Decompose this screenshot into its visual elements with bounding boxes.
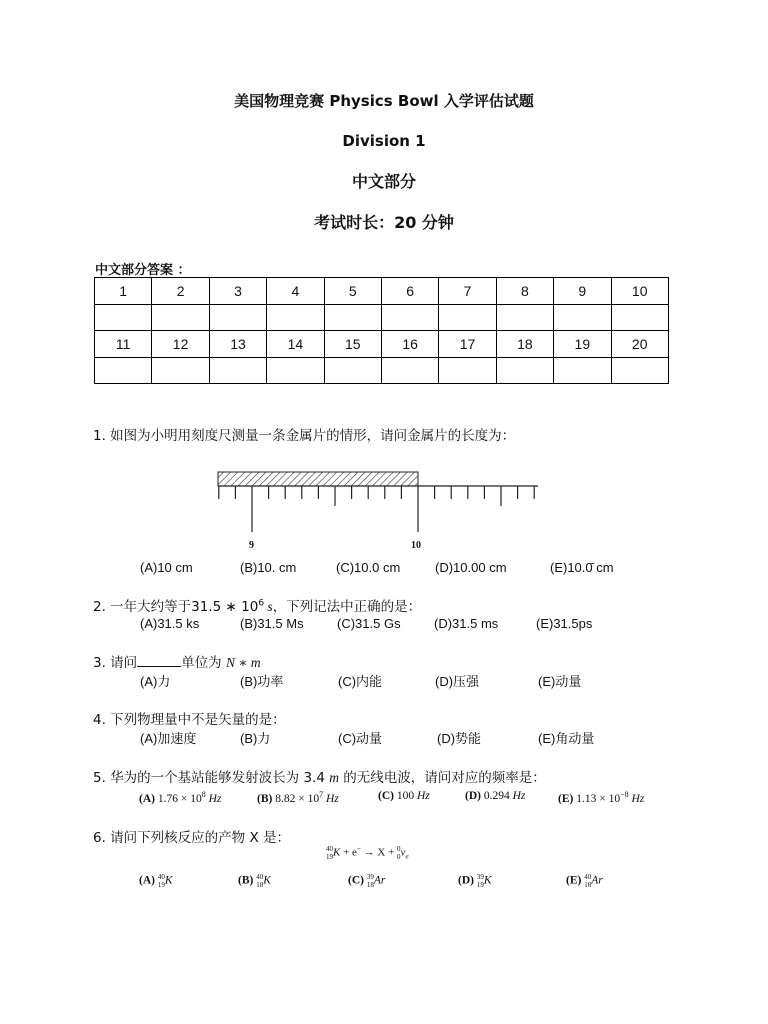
option-unit: Hz <box>416 790 430 802</box>
section-heading: 中文部分 <box>351 172 416 191</box>
atomic-number: 18 <box>256 881 264 889</box>
atomic-number: 18 <box>366 881 374 889</box>
option-unit: Hz <box>631 792 645 805</box>
q4-option-d[interactable]: (D)势能 <box>437 731 482 746</box>
option-value: 100 <box>396 790 417 802</box>
answer-number-cell: 13 <box>209 331 266 358</box>
answer-number-cell: 19 <box>554 331 611 358</box>
mass-number: 40 <box>326 845 333 854</box>
neutrino <box>397 845 409 861</box>
answer-number-cell: 1 <box>95 278 152 305</box>
option-unit: Hz <box>512 790 526 802</box>
element-symbol: K <box>483 874 492 887</box>
answer-blank-cell[interactable] <box>611 357 668 384</box>
exam-duration: 考试时长：20 分钟 <box>314 213 454 232</box>
q5-option-a[interactable] <box>139 790 221 805</box>
answer-blank-cell[interactable] <box>381 357 438 384</box>
answer-blank-row <box>95 357 669 384</box>
answer-sheet-label: 中文部分答案 ： <box>95 263 191 278</box>
q3-option-a[interactable]: (A)力 <box>140 674 171 689</box>
element-symbol: Ar <box>373 874 386 887</box>
q6-option-b[interactable] <box>238 873 271 889</box>
q5-option-e[interactable] <box>558 790 644 805</box>
answer-number-cell: 3 <box>209 278 266 305</box>
option-value: 1.13 × 10 <box>576 792 621 805</box>
answer-number-cell: 4 <box>267 278 324 305</box>
q1-option-c[interactable]: (C)10.0 cm <box>336 560 401 575</box>
q5-option-c[interactable] <box>378 790 430 802</box>
element-symbol: K <box>333 846 341 859</box>
q3-option-d[interactable]: (D)压强 <box>435 674 480 689</box>
mass-number: 39 <box>366 873 374 881</box>
mass-number: 39 <box>476 873 484 881</box>
answer-blank-cell[interactable] <box>439 357 496 384</box>
element-symbol: K <box>263 874 271 887</box>
question-2-text <box>93 595 421 615</box>
option-label: (D) <box>465 790 481 802</box>
q1-option-b[interactable]: (B)10. cm <box>240 560 297 575</box>
option-label: (A) <box>139 874 155 887</box>
mass-number: 40 <box>584 873 592 881</box>
answer-number-cell: 15 <box>324 331 381 358</box>
atomic-number: 19 <box>326 853 333 862</box>
option-label: (A) <box>139 792 155 805</box>
q5-option-d[interactable] <box>465 790 525 802</box>
answer-number-cell: 2 <box>152 278 209 305</box>
exam-title: 美国物理竞赛 Physics Bowl 入学评估试题 <box>234 92 534 110</box>
answer-number-cell: 6 <box>381 278 438 305</box>
question-5-text <box>93 766 546 786</box>
answer-blank-cell[interactable] <box>381 304 438 331</box>
q1-option-a[interactable]: (A)10 cm <box>140 560 193 575</box>
reaction-arrow: → X + <box>360 846 398 859</box>
answer-blank-cell[interactable] <box>95 357 152 384</box>
q2-exponent: 6 <box>258 598 265 609</box>
q3-blank <box>137 654 181 667</box>
answer-blank-cell[interactable] <box>611 304 668 331</box>
answer-blank-cell[interactable] <box>554 304 611 331</box>
q3-text-b: 单位为 <box>181 655 226 671</box>
q2-option-e[interactable]: (E)31.5ps <box>536 616 593 631</box>
atomic-number: 0 <box>397 853 401 862</box>
q4-option-c[interactable]: (C)动量 <box>338 731 383 746</box>
option-unit: Hz <box>208 792 222 805</box>
ruler-label-9: 9 <box>249 540 254 551</box>
element-symbol: K <box>164 874 173 887</box>
element-symbol: ν <box>400 846 406 859</box>
option-label: (B) <box>238 874 254 887</box>
q2-option-d[interactable]: (D)31.5 ms <box>434 616 499 631</box>
option-label: (D) <box>458 874 474 887</box>
element-symbol: Ar <box>591 874 603 887</box>
q4-option-b[interactable]: (B)力 <box>240 731 271 746</box>
question-4-text: 4. 下列物理量中不是矢量的是： <box>93 712 286 728</box>
answer-number-cell: 16 <box>381 331 438 358</box>
answer-blank-cell[interactable] <box>209 357 266 384</box>
answer-blank-row <box>95 304 669 331</box>
answer-blank-cell[interactable] <box>324 357 381 384</box>
answer-blank-cell[interactable] <box>267 304 324 331</box>
q6-option-e[interactable] <box>566 873 603 889</box>
option-unit: Hz <box>325 792 339 805</box>
answer-number-cell: 10 <box>611 278 668 305</box>
answer-blank-cell[interactable] <box>496 357 553 384</box>
ruler-figure <box>210 464 550 556</box>
q2-text-a: 2. 一年大约等于31.5 ∗ 10 <box>93 599 259 615</box>
option-exponent: 7 <box>319 790 324 799</box>
option-value: 0.294 <box>483 790 513 802</box>
q2-unit: s <box>264 599 273 614</box>
answer-blank-cell[interactable] <box>324 304 381 331</box>
atomic-number: 19 <box>157 881 165 889</box>
answer-sheet-table <box>94 277 669 384</box>
question-6-text: 6. 请问下列核反应的产物 X 是： <box>93 830 291 846</box>
metal-strip <box>218 472 418 486</box>
option-label: (C) <box>378 790 394 802</box>
option-value: 1.76 × 10 <box>157 792 202 805</box>
neutrino-flavor: e <box>405 852 409 861</box>
mass-number: 0 <box>397 845 401 854</box>
q6-option-d[interactable] <box>458 873 492 889</box>
q3-option-c[interactable]: (C)内能 <box>338 674 383 689</box>
q5-text-a: 5. 华为的一个基站能够发射波长为 3.4 <box>93 770 330 786</box>
answer-number-row <box>95 278 669 305</box>
atomic-number: 19 <box>476 881 484 889</box>
answer-blank-cell[interactable] <box>496 304 553 331</box>
q3-unit: N ∗ m <box>225 655 261 670</box>
answer-number-cell: 11 <box>95 331 152 358</box>
q1-option-d[interactable]: (D)10.00 cm <box>435 560 507 575</box>
answer-number-row <box>95 331 669 358</box>
answer-blank-cell[interactable] <box>152 304 209 331</box>
answer-number-cell: 9 <box>554 278 611 305</box>
q3-option-e[interactable]: (E)动量 <box>538 674 582 689</box>
reaction-electron: + e <box>340 846 357 859</box>
option-exponent: 8 <box>201 790 206 799</box>
answer-number-cell: 20 <box>611 331 668 358</box>
q5-unit: m <box>329 770 339 785</box>
option-label: (B) <box>257 792 273 805</box>
question-1-text: 1. 如图为小明用刻度尺测量一条金属片的情形，请问金属片的长度为： <box>93 428 516 444</box>
division-label: Division 1 <box>342 132 426 150</box>
q2-option-b[interactable]: (B)31.5 Ms <box>240 616 304 631</box>
q5-text-c: 的无线电波，请问对应的频率是： <box>338 770 546 786</box>
answer-number-cell: 7 <box>439 278 496 305</box>
answer-number-cell: 17 <box>439 331 496 358</box>
option-label: (C) <box>348 874 364 887</box>
answer-blank-cell[interactable] <box>209 304 266 331</box>
answer-number-cell: 14 <box>267 331 324 358</box>
q6-option-a[interactable] <box>139 873 173 889</box>
answer-blank-cell[interactable] <box>267 357 324 384</box>
q4-option-a[interactable]: (A)加速度 <box>140 731 197 746</box>
answer-number-cell: 18 <box>496 331 553 358</box>
answer-number-cell: 8 <box>496 278 553 305</box>
question-3-text <box>93 651 261 671</box>
q3-option-b[interactable]: (B)功率 <box>240 674 284 689</box>
answer-blank-cell[interactable] <box>554 357 611 384</box>
q2-option-a[interactable]: (A)31.5 ks <box>140 616 200 631</box>
answer-number-cell: 5 <box>324 278 381 305</box>
option-exponent: −8 <box>620 790 629 799</box>
option-value: 8.82 × 10 <box>275 792 320 805</box>
q5-option-b[interactable] <box>257 790 339 805</box>
q2-text-c: ，下列记法中正确的是： <box>272 599 422 615</box>
q2-option-c[interactable]: (C)31.5 Gs <box>337 616 401 631</box>
option-label: (E) <box>558 792 574 805</box>
atomic-number: 18 <box>584 881 592 889</box>
k-isotope <box>326 845 340 861</box>
q6-option-c[interactable] <box>348 873 385 889</box>
q4-option-e[interactable]: (E)角动量 <box>538 731 595 746</box>
answer-blank-cell[interactable] <box>152 357 209 384</box>
mass-number: 40 <box>256 873 264 881</box>
answer-blank-cell[interactable] <box>95 304 152 331</box>
answer-number-cell: 12 <box>152 331 209 358</box>
answer-blank-cell[interactable] <box>439 304 496 331</box>
ruler-label-10: 10 <box>411 540 421 551</box>
electron-charge: − <box>356 845 361 853</box>
nuclear-reaction <box>326 845 409 861</box>
option-label: (E) <box>566 874 582 887</box>
q3-text-a: 3. 请问 <box>93 655 138 671</box>
mass-number: 40 <box>157 873 165 881</box>
ruler-ticks <box>219 486 534 532</box>
q1-option-e[interactable]: (E)10.0̄ cm <box>550 560 614 575</box>
